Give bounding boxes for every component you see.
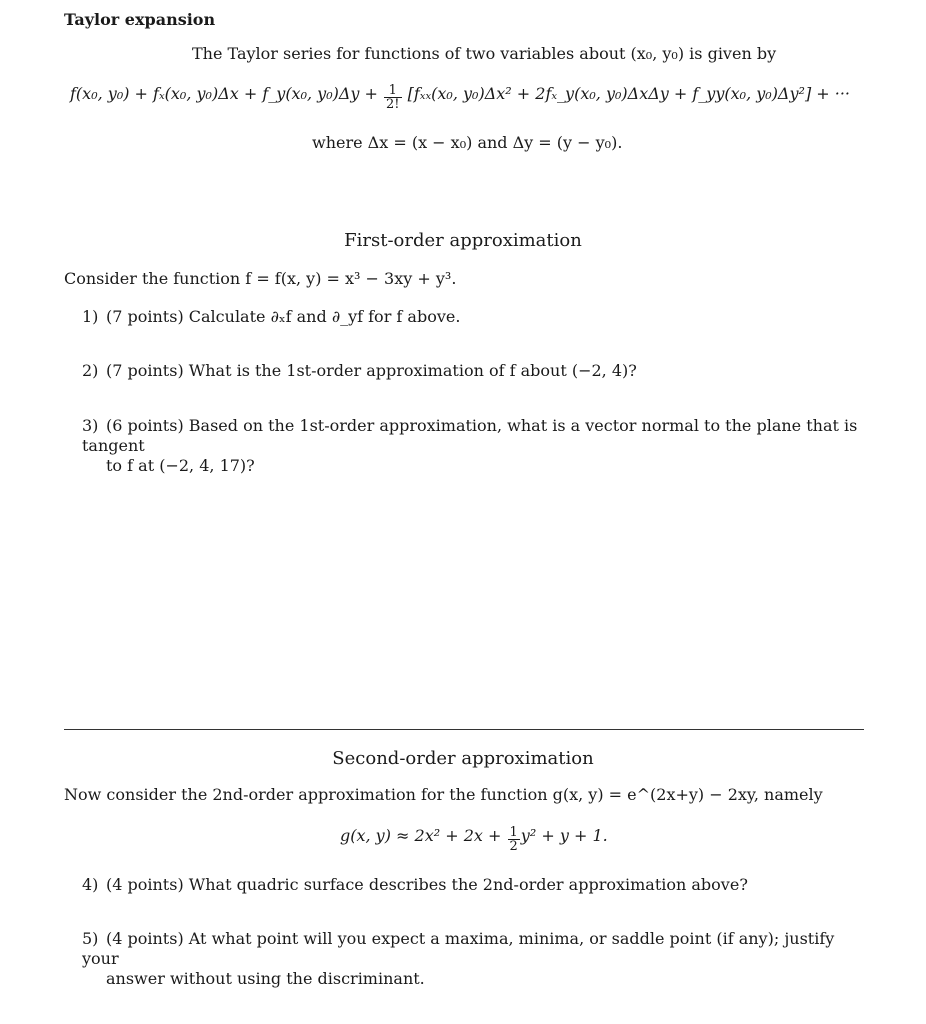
approx-frac-den: 2 bbox=[509, 839, 518, 854]
approximation-formula bbox=[340, 826, 608, 853]
question-2 bbox=[82, 361, 872, 381]
question-1-text: (7 points) Calculate ∂ₓf and ∂_yf for f above. bbox=[106, 307, 461, 326]
taylor-first-order: f(x₀, y₀) + fₓ(x₀, y₀)Δx + f_y(x₀, y₀)Δy + bbox=[70, 84, 384, 103]
question-1-number: 1) bbox=[82, 307, 99, 326]
section2-consider: Now consider the 2nd-order approximation for the function g(x, y) = e^(2x+y) − 2xy, namely bbox=[64, 785, 823, 804]
question-4-number: 4) bbox=[82, 875, 99, 894]
taylor-frac-den: 2! bbox=[386, 97, 400, 112]
taylor-intro: The Taylor series for functions of two variables about (x₀, y₀) is given by bbox=[192, 44, 777, 63]
question-5 bbox=[82, 929, 872, 989]
approx-fraction bbox=[508, 826, 520, 853]
question-5-text: (4 points) At what point will you expect a maxima, minima, or saddle point (if any); justify your bbox=[82, 929, 835, 968]
section2-heading: Second-order approximation bbox=[332, 748, 594, 769]
taylor-formula bbox=[70, 84, 850, 111]
taylor-frac-num: 1 bbox=[384, 84, 402, 98]
question-1 bbox=[82, 307, 872, 327]
taylor-where: where Δx = (x − x₀) and Δy = (y − y₀). bbox=[312, 133, 623, 152]
question-3-text: (6 points) Based on the 1st-order approximation, what is a vector normal to the plane that is tangent bbox=[82, 416, 858, 455]
approx-right: y² + y + 1. bbox=[520, 826, 608, 845]
approx-frac-num: 1 bbox=[509, 825, 518, 840]
section-divider bbox=[64, 729, 864, 730]
question-3-number: 3) bbox=[82, 416, 99, 435]
question-3 bbox=[82, 416, 872, 476]
section1-consider: Consider the function f = f(x, y) = x³ − 3xy + y³. bbox=[64, 269, 457, 288]
section1-heading: First-order approximation bbox=[344, 230, 582, 251]
question-5-number: 5) bbox=[82, 929, 99, 948]
question-3-continued: to f at (−2, 4, 17)? bbox=[106, 456, 255, 475]
taylor-second-order: [fₓₓ(x₀, y₀)Δx² + 2fₓ_y(x₀, y₀)ΔxΔy + f_yy(x₀, y₀)Δy²] + ··· bbox=[407, 84, 851, 103]
question-2-text: (7 points) What is the 1st-order approximation of f about (−2, 4)? bbox=[106, 361, 637, 380]
page-title: Taylor expansion bbox=[64, 10, 216, 29]
approx-left: g(x, y) ≈ 2x² + 2x + bbox=[340, 826, 507, 845]
question-5-continued: answer without using the discriminant. bbox=[106, 969, 425, 988]
question-2-number: 2) bbox=[82, 361, 99, 380]
question-4 bbox=[82, 875, 872, 895]
question-4-text: (4 points) What quadric surface describes the 2nd-order approximation above? bbox=[106, 875, 748, 894]
taylor-fraction bbox=[384, 84, 402, 111]
